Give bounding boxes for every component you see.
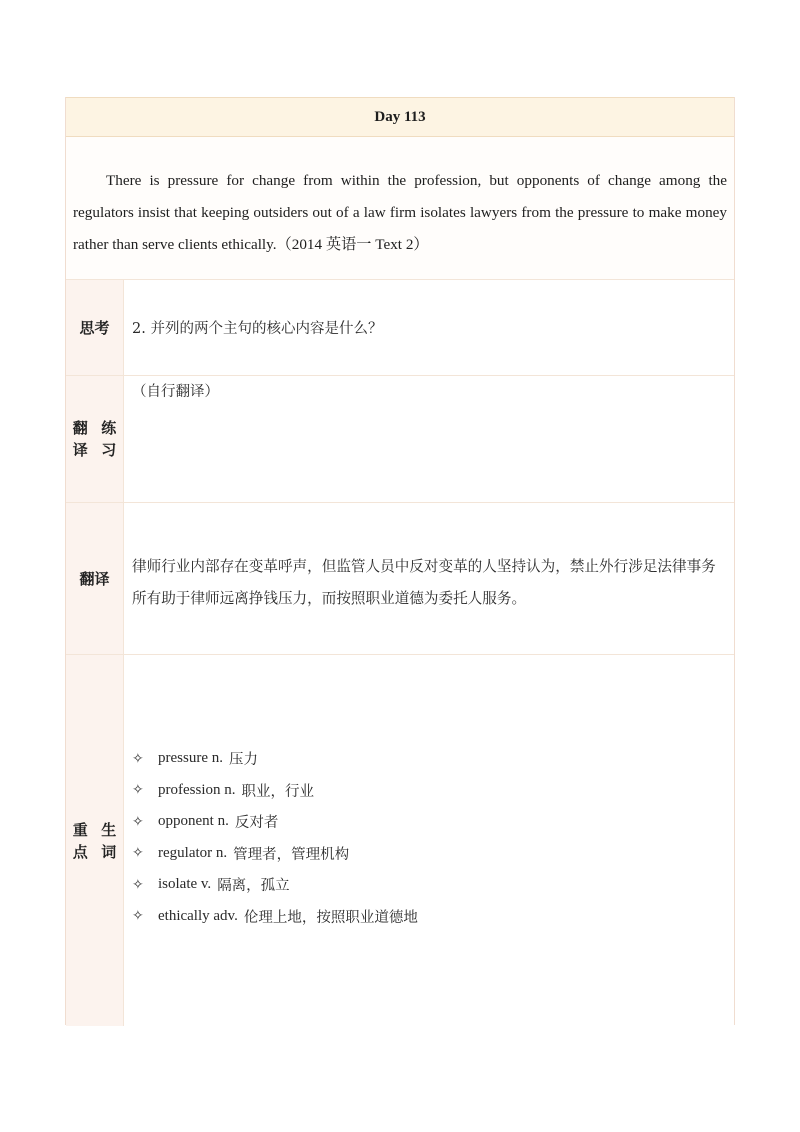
practice-area	[124, 376, 734, 502]
practice-row	[66, 376, 734, 503]
vocab-label-line2: 生词	[101, 820, 117, 861]
practice-label-line1: 翻译	[72, 419, 88, 459]
vocab-item	[132, 775, 734, 807]
vocab-item	[132, 806, 734, 838]
vocab-meaning: 隔离，孤立	[217, 878, 290, 895]
vocab-meaning: 伦理上地，按照职业道德地	[243, 909, 418, 926]
translation-row	[66, 503, 734, 655]
translation-text: 律师行业内部存在变革呼声，但监管人员中反对变革的人坚持认为，禁止外行涉足法律事务所有助于律师远离挣钱压力，而按照职业道德为委托人服务。	[132, 558, 716, 607]
diamond-star-icon: ✧	[132, 876, 144, 893]
vocab-meaning: 管理者，管理机构	[233, 846, 350, 863]
practice-label	[66, 376, 124, 502]
vocab-word: regulator n.	[158, 844, 228, 861]
vocab-meaning: 压力	[228, 752, 258, 769]
study-card	[65, 97, 735, 1025]
vocab-item	[132, 838, 734, 870]
day-title: Day 113	[66, 97, 734, 137]
think-question: 2. 并列的两个主句的核心内容是什么？	[132, 321, 383, 337]
vocab-list	[132, 655, 734, 932]
vocab-label	[66, 655, 124, 1026]
diamond-star-icon: ✧	[132, 782, 144, 799]
vocab-label-line1: 重点	[72, 820, 88, 861]
vocab-item	[132, 869, 734, 901]
vocab-word: profession n.	[158, 781, 236, 798]
vocab-item	[132, 743, 734, 775]
vocab-word: ethically adv.	[158, 907, 238, 924]
diamond-star-icon: ✧	[132, 813, 144, 830]
diamond-star-icon: ✧	[132, 908, 144, 925]
practice-placeholder: （自行翻译）	[132, 384, 219, 400]
english-sentence: There is pressure for change from within the profession, but opponents of change among the regulators insist that keeping outsiders out of a law firm isolates lawyers from the pressure to make money rather than serve clients ethically.（2014 英语一 Text 2）	[66, 137, 734, 280]
vocab-meaning: 反对者	[234, 815, 279, 832]
practice-label-line2: 练习	[101, 419, 117, 459]
vocab-item	[132, 901, 734, 933]
diamond-star-icon: ✧	[132, 845, 144, 862]
think-row	[66, 280, 734, 376]
vocab-row	[66, 655, 734, 1026]
translation-label: 翻译	[66, 503, 124, 654]
vocab-word: opponent n.	[158, 813, 229, 830]
vocab-meaning: 职业，行业	[241, 783, 314, 800]
vocab-word: isolate v.	[158, 876, 212, 893]
diamond-star-icon: ✧	[132, 750, 144, 767]
think-label: 思考	[66, 280, 124, 375]
vocab-content	[124, 655, 734, 1026]
vocab-word: pressure n.	[158, 750, 223, 767]
